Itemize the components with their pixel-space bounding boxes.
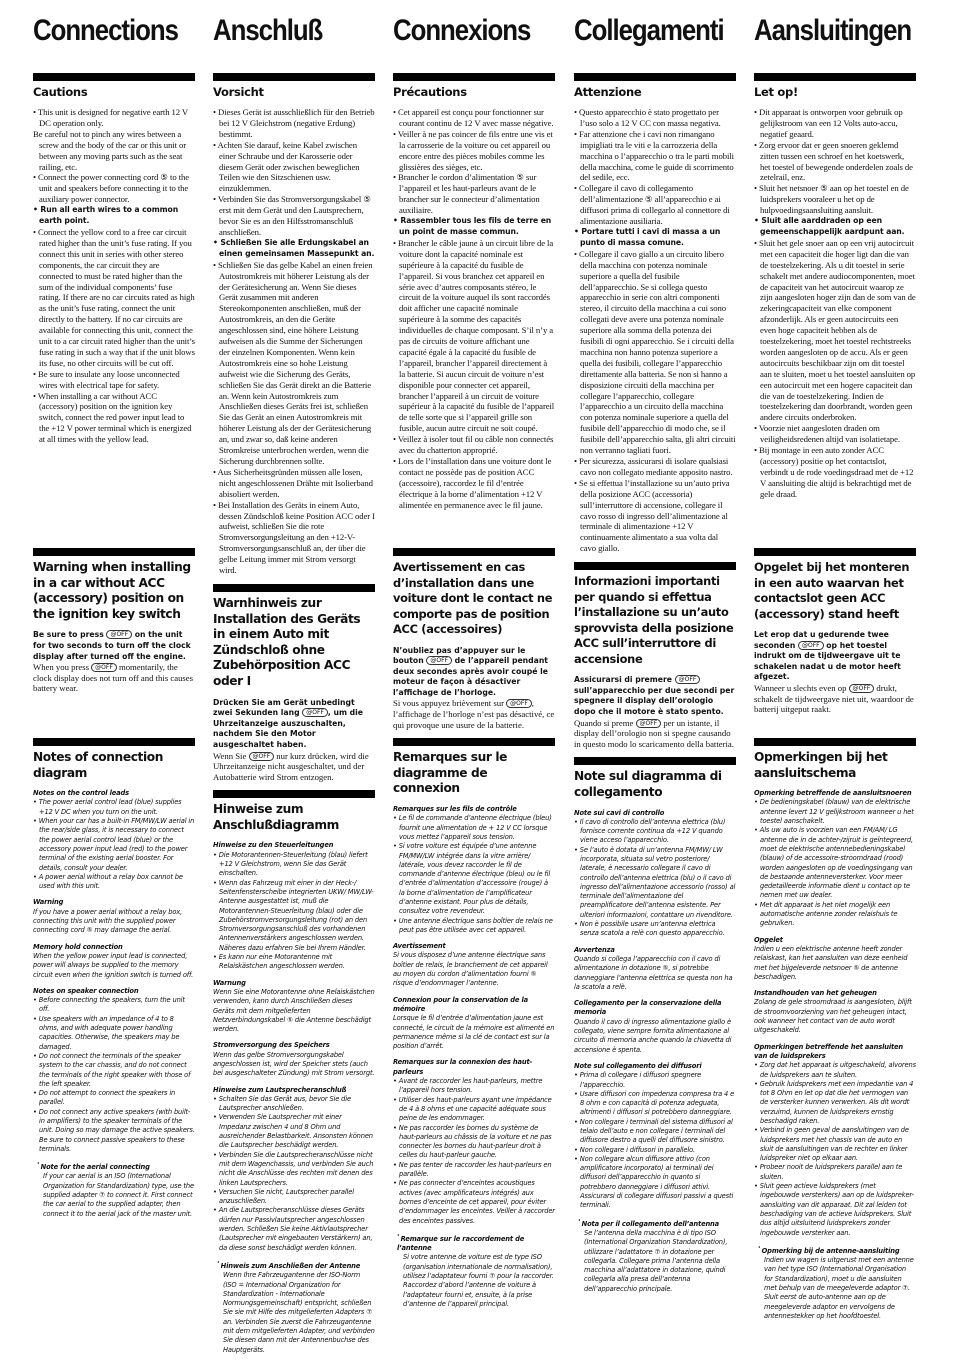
notes-text: Quando si collega l’apparecchio con il cavo di alimentazione in dotazione ⑤, si potrebbe danneggiare l’antenna elettrica se questa non ha la scatola a relè. <box>574 954 733 991</box>
text-segment: nur kurz drücken, wird die Uhrzeitanzeige nicht ausgeschaltet, und der Autobatterie wird Strom entzogen. <box>213 750 369 782</box>
notes-heading: Hinweise zum Anschlußdiagramm <box>213 802 339 832</box>
notes-list <box>574 818 736 939</box>
caution-item: • Dieses Gerät ist ausschließlich für den Betrieb bei 12 V Gleichstrom (negative Erdung) bestimmt. <box>213 107 375 140</box>
notes-section <box>33 738 195 1219</box>
notes-block-title: Connexion pour la conservation de la mémoire <box>393 995 528 1013</box>
cautions-heading: Attenzione <box>574 85 642 99</box>
notes-heading: Notes of connection diagram <box>33 750 163 780</box>
text-segment: Let erop dat u gedurende twee seconden <box>754 630 889 650</box>
notes-block <box>754 936 916 982</box>
acc-warning-section <box>213 584 375 790</box>
notes-block-title: Hinweise zum Lautsprecheranschluß <box>213 1085 347 1094</box>
text-segment: Si vous appuyez brièvement sur <box>393 698 507 709</box>
section-divider <box>574 73 736 81</box>
off-button-icon: @OFF <box>849 684 875 693</box>
footnote-text: Se l’antenna della macchina è di tipo ISO (International Organization Standardization), utilizzare l’adattatore ⑦ in dotazione per collegarla. Collegare prima l’antenna della macchina all’adattatore in dotazione, quindi collegarla alla presa dell’antenna dell’apparecchio principale. <box>584 1228 728 1293</box>
notes-item: • Si votre voiture est équipée d’une antenne FM/MW/LW intégrée dans la vitre arrière/ latérale, vous devez raccorder le fil de commande d’antenne électrique (bleu) ou le fil d’entrée d’alimentation d’accessoire (rouge) à la borne d’alimentation de l’amplificateur d’antenne existant. Pour plus de détails, consultez votre revendeur. <box>393 842 555 916</box>
text-segment: Quando si preme <box>574 717 636 728</box>
caution-item: • Dit apparaat is ontworpen voor gebruik op gelijkstroom van een 12 Volts auto-accu, negatief geaard. <box>754 107 916 140</box>
notes-item: • Als uw auto is voorzien van een FM/AM/ LG antenne die in de achter-/zijruit is geïntegreerd, moet de elektrische antennebedieningskabel (blauw) of de accessoire-stroomdraad (rood) worden aangesloten op de voedingsingang van de bestaande antenneversterker. Voor meer gedetailleerde informatie dient u contact op te nemen met uw dealer. <box>754 826 916 900</box>
cautions-list <box>393 107 555 511</box>
notes-item: • Usare diffusori con impedenza compresa tra 4 e 8 ohm e con capacità di potenza adeguata, altrimenti i diffusori si potrebbero danneggiare. <box>574 1090 736 1118</box>
notes-text: If you have a power aerial without a relay box, connecting this unit with the supplied power connecting cord ⑤ may damage the aerial. <box>33 907 183 935</box>
page-title: Aansluitingen <box>754 14 912 47</box>
caution-item: • This unit is designed for negative earth 12 V DC operation only. <box>33 107 195 129</box>
notes-text: When the yellow power input lead is connected, power will always be supplied to the memory circuit even when the ignition switch is turned off. <box>33 951 194 979</box>
notes-item: • Do not attempt to connect the speakers in parallel. <box>33 1089 195 1108</box>
acc-warning-text <box>754 683 916 715</box>
notes-block-title: Avvertenza <box>574 945 615 954</box>
section-divider <box>213 584 375 592</box>
page-title: Anschluß <box>213 14 323 47</box>
cautions-list <box>754 107 916 500</box>
acc-warning-text <box>33 662 195 694</box>
caution-item: • Sluit het netsnoer ⑤ aan op het toestel en de luidsprekers vooraleer u het op de hulpvoedingsaansluiting aansluit. <box>754 183 916 216</box>
off-button-icon: @OFF <box>106 630 132 639</box>
notes-item: • An die Lautsprecheranschlüsse dieses Geräts dürfen nur Passivlautsprecher angeschlossen werden. Schließen Sie keine Aktivlautsprecher (Lautsprecher mit eingebauten Verstärkern) an, da diese sonst beschädigt werden können. <box>213 1206 375 1252</box>
notes-heading: Note sul diagramma di collegamento <box>574 769 722 799</box>
notes-block-title: Stromversorgung des Speichers <box>213 1041 330 1050</box>
notes-list <box>574 1071 736 1210</box>
caution-item: • Bei Installation des Geräts in einem Auto, dessen Zündschloß keine Position ACC oder I aufweist, schließen Sie die rote Stromversorgungsleitung an den +12-V-Stromversorgungsanschluß an, der über die gelbe Leitung immer mit Strom versorgt wird. <box>213 500 375 576</box>
caution-item: • Schließen Sie alle Erdungskabel an einen gemeinsamen Massepunkt an. <box>213 238 375 260</box>
notes-heading: Remarques sur le diagramme de connexion <box>393 750 507 796</box>
notes-item: • Ne pas tenter de raccorder les haut-parleurs en parallèle. <box>393 1161 555 1180</box>
off-button-icon: @OFF <box>426 656 452 665</box>
caution-item: • Veillez à isoler tout fil ou câble non connectés avec du chatterton approprié. <box>393 434 555 456</box>
aerial-footnote <box>213 1260 375 1355</box>
caution-item: • Achten Sie darauf, keine Kabel zwischen einer Schraube und der Karosserie oder diesem Gerät oder zwischen beweglichen Teilen wie den Sitzschienen usw. einzuklemmen. <box>213 140 375 195</box>
notes-item: • Ne pas connecter d’enceintes acoustiques actives (avec amplificateurs intégrés) aux bornes d’enceinte de cet appareil, pour éviter d’endommager les enceintes. Veiller à raccorder des enceintes passives. <box>393 1179 555 1225</box>
notes-block <box>574 1062 736 1211</box>
caution-item: • Brancher le câble jaune à un circuit libre de la voiture dont la capacité nominale est supérieure à la capacité du fusible de l’appareil. Si vous branchez cet appareil en série avec d’autres composants stéreo, le circuit de la voiture auquel ils sont raccordés doit afficher une capacité nominale supérieure à la somme des capacités individuelles de chaque composant. S’il n’y a pas de circuits de voiture affichant une capacité égale à la capacité du fusible de l’appareil, brancher l’appareil directement à la batterie. Si aucun circuit de voiture n’est disponible pour connecter cet appareil, brancher l’appareil à un circuit de voiture supérieur à la capacité du fusible de l’appareil de telle sorte que si l’appareil grille son fusible, aucun autre circuit ne soit coupé. <box>393 238 555 434</box>
notes-text: Si vous disposez d’une antenne électrique sans boîtier de relais, le branchement de cet appareil au moyen du cordon d’alimentation fourni ⑤ risque d’endommager l’antenne. <box>393 951 548 988</box>
section-divider <box>574 562 736 570</box>
caution-item: • Run all earth wires to a common earth point. <box>33 205 195 227</box>
caution-item: • Collegare il cavo giallo a un circuito libero della macchina con potenza nominale superiore a quella del fusibile dell’apparecchio. Se si collega questo apparecchio in serie con altri componenti stereo, il circuito della macchina a cui sono collegati deve avere una potenza nominale superiore alla somma della potenza dei fusibili di ogni apparecchio. Se i circuiti della macchina non hanno potenza superiore a quella dei fusibili, collegare l’apparecchio direttamente alla batteria. Se non si hanno a disposizione circuiti della macchina per collegare l’apparecchio, collegare l’apparecchio a un circuito della macchina con potenza nominale superiore a quella del fusibile dell’apparecchio di modo che, se il fusibile dell’apparecchio salta, gli altri circuiti non verranno tagliati fuori. <box>574 249 736 456</box>
notes-item: • Utiliser des haut-parleurs ayant une impédance de 4 à 8 ohms et une capacité adéquate sous peine de les endommager. <box>393 1096 555 1124</box>
acc-warning-heading: Warning when installing in a car without ACC (accessory) position on the ignition key switch <box>33 560 191 621</box>
notes-block <box>213 979 375 1035</box>
text-segment: momentarily, the clock display does not turn off and this causes battery wear. <box>33 662 194 694</box>
notes-item: • Avant de raccorder les haut-parleurs, mettre l’appareil hors tension. <box>393 1077 555 1096</box>
notes-list <box>33 996 195 1154</box>
caution-item: • Connect the yellow cord to a free car circuit rated higher than the unit’s fuse rating. If you connect this unit in series with other stereo components, the car circuit they are connected to must be rated higher than the sum of the individual components’ fuse rating. If there are no car circuits rated as high as the unit’s fuse rating, connect the unit directly to the battery. If no car circuits are available for connecting this unit, connect the unit to a car circuit rated higher than the unit’s fuse rating in such a way that if the unit blows its fuse, no other circuits will be cut off. <box>33 227 195 369</box>
notes-item: • Le fil de commande d’antenne électrique (bleu) fournit une alimentation de + 12 V CC lorsque vous mettez l’appareil sous tension. <box>393 814 555 842</box>
section-divider <box>393 548 555 556</box>
notes-item: • Prima di collegare i diffusori spegnere l’apparecchio. <box>574 1071 736 1090</box>
notes-block-title: Hinweise zu den Steuerleitungen <box>213 841 334 850</box>
notes-item: • When your car has a built-in FM/MW/LW aerial in the rear/side glass, it is necessary to connect the power aerial control lead (blue) or the accessory power input lead (red) to the power terminal of the existing aerial booster. For details, consult your dealer. <box>33 817 195 873</box>
notes-list <box>754 1061 916 1238</box>
caution-item: • Per sicurezza, assicurarsi di isolare qualsiasi cavo non collegato mediante apposito nastro. <box>574 456 736 478</box>
acc-warning-heading: Informazioni importanti per quando si effettua l’installazione su un’auto sprovvista della posizione ACC sull’interruttore di accensione <box>574 574 734 666</box>
text-segment: When you press <box>33 662 92 673</box>
text-segment: Wenn Sie <box>213 750 249 761</box>
notes-list <box>213 1095 375 1253</box>
notes-item: • Non collegare alcun diffusore attivo (con amplificatore incorporato) ai terminali dei diffusori dell’apparecchio in quanto si potrebbero danneggiare i diffusori attivi. Assicurarsi di collegare diffusori passivi a questi terminali. <box>574 1155 736 1211</box>
notes-list <box>213 851 375 972</box>
page-title: Connections <box>33 14 178 47</box>
caution-item: • Far attenzione che i cavi non rimangano impigliati tra le viti e la carrozzeria della macchina o l’apparecchio o tra le parti mobili della macchina, come le guide di scorrimento del sedile, ecc. <box>574 129 736 184</box>
caution-item: • Cet appareil est conçu pour fonctionner sur courant continu de 12 V avec masse négative. <box>393 107 555 129</box>
section-divider <box>33 738 195 746</box>
notes-item: • Versuchen Sie nicht, Lautsprecher parallel anzuschließen. <box>213 1188 375 1207</box>
footnote-title: ¹ Remarque sur le raccordement de l’antenne <box>397 1233 555 1254</box>
notes-block <box>33 987 195 1154</box>
notes-item: • The power aerial control lead (blue) supplies +12 V DC when you turn on the unit. <box>33 798 195 817</box>
notes-block-title: Note sui cavi di controllo <box>574 808 665 817</box>
notes-block <box>754 789 916 928</box>
cautions-list <box>33 107 195 445</box>
notes-block-title: Opmerkingen betreffende het aansluiten van de luidsprekers <box>754 1042 904 1060</box>
acc-warning-text <box>574 718 736 750</box>
cautions-section <box>393 73 555 548</box>
notes-text: Indien u een elektrische antenne heeft zonder relaiskast, kan het aansluiten van deze eenheid met het bijgeleverde netsnoer ⑤ de antenne beschadigen. <box>754 944 908 981</box>
notes-item: • Non collegare i terminali del sistema diffusori al telaio dell’auto e non collegare i terminali del diffusore destro a quelli del diffusore sinistro. <box>574 1118 736 1146</box>
caution-item: • Questo apparecchio è stato progettato per l’uso solo a 12 V CC con massa negativa. <box>574 107 736 129</box>
notes-item: • Verwenden Sie Lautsprecher mit einer Impedanz zwischen 4 und 8 Ohm und ausreichender Belastbarkeit. Ansonsten können die Lautsprecher beschädigt werden. <box>213 1113 375 1150</box>
notes-section <box>574 757 736 1294</box>
notes-text: Quando il cavo di ingresso alimentazione giallo è collegato, viene sempre fornita alimentazione al circuito di memoria anche quando la chiavetta di accensione è spenta. <box>574 1017 732 1054</box>
cautions-heading: Cautions <box>33 85 88 99</box>
acc-warning-bold-text <box>574 675 736 717</box>
notes-list <box>393 814 555 935</box>
notes-section <box>754 738 916 1321</box>
notes-item: • Do not connect any active speakers (with built-in amplifiers) to the speaker terminals of the unit. Doing so may damage the active speakers. Be sure to connect passive speakers to these terminals. <box>33 1108 195 1154</box>
notes-block <box>393 805 555 935</box>
notes-item: • Zorg dat het apparaat is uitgeschakeld, alvorens de luidsprekers aan te sluiten. <box>754 1061 916 1080</box>
notes-item: • Schalten Sie das Gerät aus, bevor Sie die Lautsprecher anschließen. <box>213 1095 375 1114</box>
acc-warning-bold-text <box>213 698 375 751</box>
page-title: Collegamenti <box>574 14 724 47</box>
notes-block-title: Notes on the control leads <box>33 789 129 798</box>
notes-list <box>754 798 916 928</box>
footnote-text: Wenn Ihre Fahrzeugantenne der ISO-Norm (ISO = International Organization for Standardization - Internationale Normungsgemeinschaft) entspricht, schließen Sie sie mit Hilfe des mitgelieferten Adapters ⑦ an. Verbinden Sie zuerst die Fahrzeugantenne mit dem mitgelieferten Adapter, und verbinden Sie diesen dann mit der Antennenbuchse des Hauptgeräts. <box>223 1271 375 1354</box>
aerial-footnote <box>393 1233 555 1309</box>
off-button-icon: @OFF <box>249 752 275 761</box>
caution-item: • Verbinden Sie das Stromversorgungskabel ⑤ erst mit dem Gerät und den Lautsprechern, bevor Sie es an den Hilfsstromanschluß anschließen. <box>213 194 375 238</box>
text-segment: Assicurarsi di premere <box>574 675 675 685</box>
section-divider <box>574 757 736 765</box>
aerial-footnote <box>754 1245 916 1321</box>
notes-item: • Se l’auto è dotata di un’antenna FM/MW/ LW incorporata, situata sul vetro posteriore/ laterale, è necessario collegare il cavo di controllo dell’antenna elettrica (blu) o il cavo di ingresso dell’alimentazione accessorio (rosso) al terminale dell’alimentazione del preamplificatore dell’antenna esistente. Per ulteriori informazioni, contattare un rivenditore. <box>574 846 736 920</box>
notes-item: • Sluit geen actieve luidsprekers (met ingebouwde versterkers) aan op de luidspreker-aansluiting van dit apparaat. Dit zal leiden tot beschadiging van de actieve luidsprekers. Sluit dus altijd uitsluitend luidsprekers zonder ingebouwde versterker aan. <box>754 1182 916 1238</box>
off-button-icon: @OFF <box>636 719 662 728</box>
notes-block-title: Opmerking betreffende de aansluitsnoeren <box>754 789 912 798</box>
text-segment: drukt, schakelt de tijdweergave niet uit, waardoor de batterij uitgeput raakt. <box>754 682 914 715</box>
aerial-footnote <box>574 1218 736 1294</box>
notes-item: • Probeer nooit de luidsprekers parallel aan te sluiten. <box>754 1163 916 1182</box>
caution-item: • Brancher le cordon d’alimentation ⑤ sur l’appareil et les haut-parleurs avant de le brancher sur le connecteur d’alimentation auxiliaire. <box>393 172 555 216</box>
footnote-title: ¹ Opmerking bij de antenne-aansluiting <box>758 1245 916 1256</box>
acc-warning-bold-text <box>393 646 555 699</box>
notes-item: • Non è possibile usare un’antenna elettrica senza scatola a relè con questo apparecchio. <box>574 920 736 939</box>
text-segment: Wanneer u slechts even op <box>754 682 849 693</box>
acc-warning-heading: Warnhinweis zur Installation des Geräts in einem Auto mit Zündschloß ohne Zubehörposition ACC oder I <box>213 595 361 688</box>
notes-block <box>33 943 195 980</box>
notes-item: • Es kann nur eine Motorantenne mit Relaiskästchen angeschlossen werden. <box>213 953 375 972</box>
off-button-icon: @OFF <box>506 699 532 708</box>
caution-item: • Veiller à ne pas coincer de fils entre une vis et la carrosserie de la voiture ou cet appareil ou encore entre des pièces mobiles comme les glissières des sièges, etc. <box>393 129 555 173</box>
caution-item: • Connect the power connecting cord ⑤ to the unit and speakers before connecting it to the auxiliary power connector. <box>33 172 195 205</box>
notes-block <box>574 946 736 992</box>
caution-item: • When installing a car without ACC (accessory) position on the ignition key switch, connect the red power input lead to the +12 V power terminal which is energized at all times with the yellow lead. <box>33 391 195 446</box>
notes-item: • Verbind in geen geval de aansluitingen van de luidsprekers met het chassis van de auto en sluit de aansluitingen van de rechter en linker luidspreker niet op elkaar aan. <box>754 1126 916 1163</box>
text-segment: sull’apparecchio per due secondi per spegnere il display dell’orologio dopo che il motore è stato spento. <box>574 685 735 716</box>
notes-block <box>574 809 736 939</box>
acc-warning-section <box>33 548 195 738</box>
notes-block-title: Collegamento per la conservazione della memoria <box>574 999 722 1017</box>
caution-item: • Lors de l’installation dans une voiture dont le contact ne possède pas de position ACC (accessoire), raccordez le fil d’entrée électrique à la borne d’alimentation +12 V alimentée en permanence avec le fil jaune. <box>393 456 555 511</box>
notes-item: • De bedieningskabel (blauw) van de elektrische antenne levert 12 V gelijkstroom wanneer u het toestel aanschakelt. <box>754 798 916 826</box>
acc-warning-heading: Opgelet bij het monteren in een auto waarvan het contactslot geen ACC (accessory) stand heeft <box>754 560 910 621</box>
notes-block <box>754 1043 916 1238</box>
notes-block-title: Notes on speaker connection <box>33 986 139 995</box>
text-segment: op het toestel indrukt om de tijdweergave uit te schakelen nadat u de motor heeft afgezet. <box>754 640 901 682</box>
section-divider <box>754 73 916 81</box>
section-divider <box>33 548 195 556</box>
notes-text: Wenn das gelbe Stromversorgungskabel angeschlossen ist, wird der Speicher stets (auch bei ausgeschalteter Zündung) mit Strom versorgt. <box>213 1050 375 1078</box>
caution-item: • Sluit alle aarddraden op een gemeenschappelijk aardpunt aan. <box>754 216 916 238</box>
notes-item: • Die Motorantennen-Steuerleitung (blau) liefert +12 V Gleichstrom, wenn Sie das Gerät einschalten. <box>213 851 375 879</box>
notes-item: • Verbinden Sie die Lautsprecheranschlüsse nicht mit dem Wagenchassis, und verbinden Sie auch nicht die Anschlüsse des rechten mit denen des linken Lautsprechers. <box>213 1151 375 1188</box>
notes-block <box>393 1058 555 1225</box>
section-divider <box>213 790 375 798</box>
cautions-section <box>574 73 736 562</box>
cautions-list <box>213 107 375 576</box>
acc-warning-section <box>393 548 555 738</box>
notes-block <box>213 1086 375 1253</box>
notes-block-title: Remarques sur les fils de contrôle <box>393 805 517 814</box>
notes-text: Zolang de gele stroomdraad is aangesloten, blijft de stroomvoorziening van het geheugen intact, ook wanneer het contact van de auto wordt uitgeschakeld. <box>754 998 912 1035</box>
caution-item: • Zorg ervoor dat er geen snoeren geklemd zitten tussen een schroef en het koetswerk, het toestel of bewegende onderdelen zoals de zetelrail, enz. <box>754 140 916 184</box>
caution-item: • Aus Sicherheitsgründen müssen alle losen, nicht angeschlossenen Drähte mit Isolierband abisoliert werden. <box>213 467 375 500</box>
acc-warning-bold-text <box>754 630 916 683</box>
notes-block <box>574 999 736 1055</box>
section-divider <box>393 73 555 81</box>
footnote-text: Indien uw wagen is uitgerust met een antenne van het type ISO (International Organisation for Standardization), moet u die aansluiten met behulp van de meegeleverde adaptor ⑦. Sluit eerst de auto-antenne aan op de meegeleverde adaptor en vervolgens de antennestekker op het hoofdtoestel. <box>764 1256 914 1320</box>
notes-item: • Before connecting the speakers, turn the unit off. <box>33 996 195 1015</box>
acc-warning-heading: Avertissement en cas d’installation dans une voiture dont le contact ne comporte pas de position ACC (accessoires) <box>393 560 553 636</box>
caution-item: • Schließen Sie das gelbe Kabel an einen freien Autostromkreis mit höherer Leistung als der der Gerätesicherung an. Wenn Sie dieses Gerät zusammen mit anderen Stereokomponenten anschließen, muß der Autostromkreis, an den die Geräte angeschlossen sind, eine höhere Leistung aufweisen als die Summe der Sicherungen der einzelnen Komponenten. Wenn kein Autostromkreis eine so hohe Leistung aufweist wie die Sicherung des Geräts, schließen Sie das Gerät direkt an die Batterie an. Wenn kein Autostromkreis zum Anschließen dieses Geräts frei ist, schließen Sie das Gerät an einen Autostromkreis mit höherer Leistung als der der Gerätesicherung an, und zwar so, daß keine anderen Stromkreise unterbrochen werden, wenn die Sicherung durchbrennen sollte. <box>213 260 375 467</box>
caution-item: • Portare tutti i cavi di massa a un punto di massa comune. <box>574 227 736 249</box>
notes-block-title: Warnung <box>213 978 246 987</box>
notes-section <box>213 790 375 1355</box>
footnote-text: Si votre antenne de voiture est de type ISO (organisation internationale de normalisation), utilisez l’adaptateur fourni ⑦ pour la raccorder. Raccordez d’abord l’antenne de voiture à l’adaptateur fourni et, ensuite, à la prise d’antenne de l’appareil principal. <box>403 1253 554 1308</box>
text-segment: Be sure to press <box>33 630 107 640</box>
caution-item: • Se si effettua l’installazione su un’auto priva della posizione ACC (accessoria) sull’interruttore di accensione, collegare il cavo rosso di ingresso dell’alimentazione al terminale di alimentazione +12 V continuamente alimentato a sua volta dal cavo giallo. <box>574 478 736 554</box>
notes-block-title: Remarques sur la connexion des haut-parleurs <box>393 1058 533 1076</box>
cautions-heading: Précautions <box>393 85 467 99</box>
text-segment: per un istante, il display dell’orologio non si spegne causando in questo modo lo scaricamento della batteria. <box>574 717 734 749</box>
notes-item: • Do not connect the terminals of the speaker system to the car chassis, and do not connect the terminals of the right speaker with those of the left speaker. <box>33 1052 195 1089</box>
acc-warning-bold-text <box>33 630 195 662</box>
cautions-section <box>754 73 916 548</box>
notes-block <box>393 996 555 1052</box>
language-column <box>393 0 555 1316</box>
notes-section <box>393 738 555 1309</box>
notes-list <box>393 1077 555 1226</box>
footnote-title: ¹ Nota per il collegamento dell’antenna <box>578 1218 736 1229</box>
acc-warning-text <box>213 751 375 783</box>
cautions-section <box>33 73 195 548</box>
caution-item: • Voorzie niet aangesloten draden om veiligheidsredenen altijd van isolatietape. <box>754 423 916 445</box>
caution-item: • Collegare il cavo di collegamento dell’alimentazione ⑤ all’apparecchio e ai diffusori prima di collegarlo al connettore di alimentazione ausiliaria. <box>574 183 736 227</box>
language-column <box>574 0 736 1301</box>
text-segment: N’oubliez pas d’appuyer sur le bouton <box>393 645 526 666</box>
notes-list <box>33 798 195 891</box>
off-button-icon: @OFF <box>675 675 701 684</box>
caution-item: • Sluit het gele snoer aan op een vrij autocircuit met een capaciteit die hoger ligt dan die van de toestelzekering. Als u dit toestel in serie schakelt met andere audiocomponenten, moet de capaciteit van het autocircuit waarop ze zijn aangesloten hoger zijn dan de som van de zekeringcapaciteit van elke component afzonderlijk. Als er geen autocircuits een even hoge capaciteit hebben als de toestelzekering, moet het toestel rechtstreeks worden aangesloten op de accu. Als er geen autocircuits beschikbaar zijn om dit toestel aan te sluiten, moet u het toestel aansluiten op een autocircuit met een hogere capaciteit dan die van de toestelzekering. Indien de toestelzekering dan doorbrandt, worden geen andere circuits onderbroken. <box>754 238 916 423</box>
language-column <box>754 0 916 1328</box>
notes-text: Lorsque le fil d’entrée d’alimentation jaune est connecté, le circuit de la mémoire est alimenté en permanence même si la clé de contact est sur la position d’arrêt. <box>393 1014 555 1051</box>
notes-item: • Non collegare i diffusori in parallelo. <box>574 1146 736 1155</box>
notes-block-title: Avertissement <box>393 942 446 951</box>
section-divider <box>393 738 555 746</box>
text-segment: de l’appareil pendant deux secondes après avoir coupé le moteur de façon à désactiver l’affichage de l’horloge. <box>393 656 548 697</box>
notes-item: • Ne pas raccorder les bornes du système de haut-parleurs au châssis de la voiture et ne pas connecter les bornes du haut-parleur droit à celles du haut-parleur gauche. <box>393 1124 555 1161</box>
aerial-footnote <box>33 1161 195 1219</box>
text-segment: , l’affichage de l’horloge n’est pas désactivé, ce qui provoque une usure de la batterie. <box>393 698 555 730</box>
notes-block <box>213 841 375 971</box>
section-divider <box>33 73 195 81</box>
text-segment: Drücken Sie am Gerät unbedingt zwei Sekunden lang <box>213 697 355 718</box>
notes-block <box>393 942 555 988</box>
language-column <box>213 0 375 1362</box>
acc-warning-section <box>574 562 736 757</box>
notes-item: • Wenn das Fahrzeug mit einer in der Heck-/ Seitenfensterscheibe integrierten UKW/ MW/LW-Antenne ausgestattet ist, muß die Motorantennen-Steuerleitung (blau) oder die Zubehörstromversorgungsleitung (rot) an den Stromversorgungsanschluß des vorhandenen Antennenverstärkers angeschlossen werden. Näheres dazu erfahren Sie bei Ihrem Händler. <box>213 879 375 953</box>
caution-item: • Bij montage in een auto zonder ACC (accessory) positie op het contactslot, verbindt u de rode voedingsdraad met de +12 V aansluiting die altijd is bekrachtigd met de gele draad. <box>754 445 916 500</box>
footnote-text: If your car aerial is an ISO (International Organization for Standardization) type, use the supplied adapter ⑦ to connect it. First connect the car aerial to the supplied adapter, then connect it to the aerial jack of the master unit. <box>43 1172 194 1218</box>
notes-block-title: Memory hold connection <box>33 942 123 951</box>
notes-block <box>213 1041 375 1078</box>
off-button-icon: @OFF <box>798 641 824 650</box>
off-button-icon: @OFF <box>91 663 117 672</box>
off-button-icon: @OFF <box>302 708 328 717</box>
cautions-heading: Let op! <box>754 85 798 99</box>
section-divider <box>754 738 916 746</box>
notes-block-title: Warning <box>33 898 64 907</box>
notes-block <box>33 898 195 935</box>
notes-item: • A power aerial without a relay box cannot be used with this unit. <box>33 873 195 892</box>
acc-warning-section <box>754 548 916 738</box>
notes-item: • Gebruik luidsprekers met een impedantie van 4 tot 8 Ohm en let op dat die het vermogen van de versterker kunnen verwerken. Als dit wordt verzuimd, kunnen de luidsprekers ernstig beschadigd raken. <box>754 1080 916 1126</box>
acc-warning-text <box>393 698 555 730</box>
cautions-heading: Vorsicht <box>213 85 264 99</box>
notes-block-title: Note sul collegamento dei diffusori <box>574 1061 702 1070</box>
text-segment: on the unit for two seconds to turn off the clock display after turned off the engine. <box>33 630 191 661</box>
notes-item: • Met dit apparaat is het niet mogelijk een automatische antenne zonder relaishuis te gebruiken. <box>754 901 916 929</box>
caution-item: • Be sure to insulate any loose unconnected wires with electrical tape for safety. <box>33 369 195 391</box>
cautions-section <box>213 73 375 584</box>
footnote-title: ¹ Note for the aerial connecting <box>37 1161 195 1172</box>
section-divider <box>213 73 375 81</box>
text-segment: , um die Uhrzeitanzeige auszuschalten, nachdem Sie den Motor ausgeschaltet haben. <box>213 708 363 749</box>
language-column <box>33 0 195 1226</box>
caution-item: Be careful not to pinch any wires between a screw and the body of the car or this unit or between any moving parts such as the seat railing, etc. <box>33 128 187 172</box>
notes-item: • Une antenne électrique sans boîtier de relais ne peut pas être utilisée avec cet appareil. <box>393 917 555 936</box>
caution-item: • Rassembler tous les fils de terre en un point de masse commun. <box>393 216 555 238</box>
notes-block <box>33 789 195 891</box>
notes-text: Wenn Sie eine Motorantenne ohne Relaiskästchen verwenden, kann durch Anschließen dieses Geräts mit dem mitgelieferten Netzverbindungskabel ⑤ die Antenne beschädigt werden. <box>213 987 375 1034</box>
notes-heading: Opmerkingen bij het aansluitschema <box>754 750 888 780</box>
cautions-list <box>574 107 736 554</box>
footnote-title: ¹ Hinweis zum Anschließen der Antenne <box>217 1260 375 1271</box>
notes-item: • Il cavo di controllo dell’antenna elettrica (blu) fornisce corrente continua da +12 V quando viene acceso l’apparecchio. <box>574 818 736 846</box>
page-title: Connexions <box>393 14 531 47</box>
section-divider <box>754 548 916 556</box>
notes-item: • Use speakers with an impedance of 4 to 8 ohms, and with adequate power handling capacities. Otherwise, the speakers may be damaged. <box>33 1015 195 1052</box>
notes-block <box>754 989 916 1035</box>
notes-block-title: Instandhouden van het geheugen <box>754 989 877 998</box>
notes-block-title: Opgelet <box>754 935 783 944</box>
